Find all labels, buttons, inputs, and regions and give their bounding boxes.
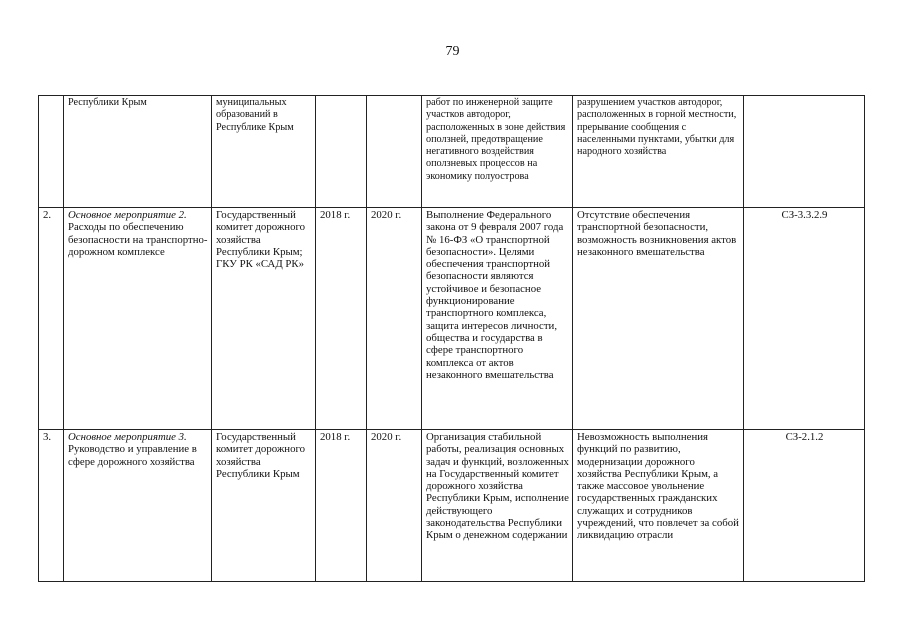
start-year-cell: 2018 г. xyxy=(316,430,367,582)
event-text: Руководство и управление в сфере дорожного хозяйства xyxy=(68,443,197,468)
row-number-cell: 3. xyxy=(39,430,64,582)
event-text: Республики Крым xyxy=(68,97,147,108)
event-cell xyxy=(64,96,212,208)
table-row xyxy=(39,96,865,208)
expected-result-cell: Организация стабильной работы, реализация основных задач и функций, возложенных на Государственный комитет дорожного хозяйства Республики Крым, исполнение действующего законодательства Республики Крым о денежном содержании xyxy=(422,430,573,582)
end-year-cell: 2020 г. xyxy=(367,208,422,430)
start-year-cell xyxy=(316,96,367,208)
program-measures-table xyxy=(38,95,865,582)
row-number-cell xyxy=(39,96,64,208)
executor-cell: муниципальных образований в Республике Крым xyxy=(212,96,316,208)
start-year-cell: 2018 г. xyxy=(316,208,367,430)
page-number: 79 xyxy=(445,44,460,59)
expected-result-cell: Выполнение Федерального закона от 9 февраля 2007 года № 16-ФЗ «О транспортной безопасности». Целями обеспечения транспортной безопасности являются устойчивое и безопасное функционирование транспортного комплекса, защита интересов личности, общества и государства в сфере транспортного комплекса от актов незаконного вмешательства xyxy=(422,208,573,430)
indicator-link-cell xyxy=(744,96,865,208)
end-year-cell xyxy=(367,96,422,208)
event-title: Основное мероприятие 3. xyxy=(68,431,187,443)
indicator-link-cell: СЗ-3.3.2.9 xyxy=(744,208,865,430)
executor-cell: Государственный комитет дорожного хозяйства Республики Крым xyxy=(212,430,316,582)
table-row xyxy=(39,208,865,430)
row-number-cell: 2. xyxy=(39,208,64,430)
event-text: Расходы по обеспечению безопасности на транспортно-дорожном комплексе xyxy=(68,221,208,258)
event-title: Основное мероприятие 2. xyxy=(68,209,187,221)
expected-result-cell: работ по инженерной защите участков автодорог, расположенных в зоне действия оползней, предотвращение негативного воздействия оползневых процессов на экономику полуострова xyxy=(422,96,573,208)
executor-cell: Государственный комитет дорожного хозяйства Республики Крым; ГКУ РК «САД РК» xyxy=(212,208,316,430)
consequences-cell: разрушением участков автодорог, расположенных в горной местности, прерывание сообщения с населенными пунктами, убытки для народного хозяйства xyxy=(573,96,744,208)
event-cell xyxy=(64,430,212,582)
consequences-cell: Невозможность выполнения функций по развитию, модернизации дорожного хозяйства Республики Крым, а также массовое увольнение государственных гражданских служащих и сотрудников учреждений, что повлечет за собой ликвидацию отрасли xyxy=(573,430,744,582)
table-row xyxy=(39,430,865,582)
indicator-link-cell: СЗ-2.1.2 xyxy=(744,430,865,582)
consequences-cell: Отсутствие обеспечения транспортной безопасности, возможность возникновения актов незаконного вмешательства xyxy=(573,208,744,430)
event-cell xyxy=(64,208,212,430)
end-year-cell: 2020 г. xyxy=(367,430,422,582)
